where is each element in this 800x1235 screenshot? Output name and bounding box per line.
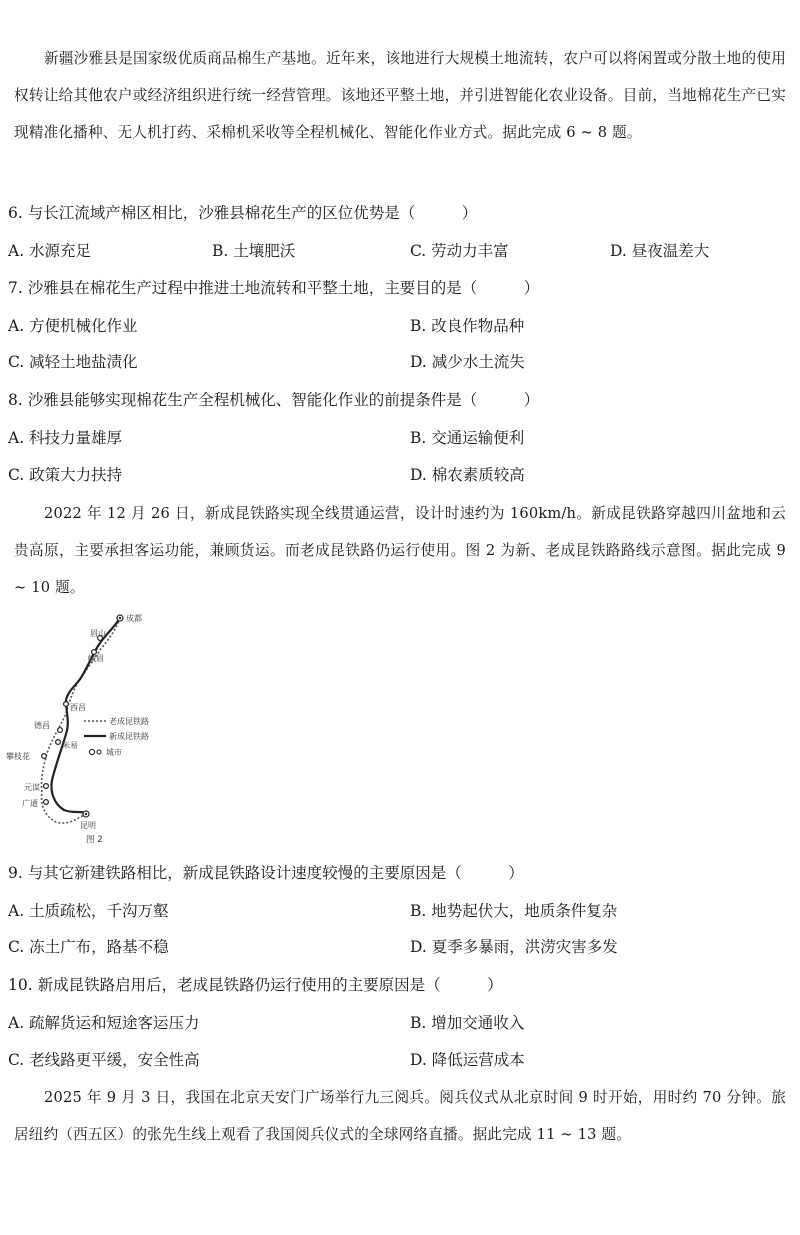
question-9-option-a: A. 土质疏松，千沟万壑 <box>8 902 169 920</box>
figure-caption: 图 2 <box>86 835 103 845</box>
city-label-panzhihua: 攀枝花 <box>6 752 30 761</box>
legend-city-icon <box>89 749 94 754</box>
question-6-option-b: B. 土壤肥沃 <box>212 242 296 260</box>
question-8-option-b: B. 交通运输便利 <box>410 429 525 447</box>
question-6-option-a: A. 水源充足 <box>8 242 92 260</box>
city-marker-dechang <box>58 728 63 733</box>
passage-railway: 2022 年 12 月 26 日，新成昆铁路实现全线贯通运营，设计时速约为 160km/h。新成昆铁路穿越四川盆地和云贵高原，主要承担客运功能，兼顾货运。而老成昆铁路仍运行使用。图 2 为新、老成昆铁路路线示意图。据此完成 9 ~ 10 题。 <box>14 505 786 596</box>
city-marker-guangtong <box>44 800 49 805</box>
railway-map-figure <box>4 604 204 849</box>
question-7-stem: 7. 沙雅县在棉花生产过程中推进土地流转和平整土地，主要目的是（ ） <box>8 279 540 297</box>
city-label-dechang: 德昌 <box>34 721 50 730</box>
legend-old-label: 老成昆铁路 <box>109 717 149 726</box>
city-label-kunming: 昆明 <box>80 821 96 830</box>
map-legend <box>84 716 149 757</box>
city-marker-yuanmou <box>44 784 49 789</box>
question-7-option-d: D. 减少水土流失 <box>410 353 525 371</box>
question-7-option-b: B. 改良作物品种 <box>410 317 525 335</box>
question-9-stem: 9. 与其它新建铁路相比，新成昆铁路设计速度较慢的主要原因是（ ） <box>8 864 524 882</box>
city-label-xichang: 西昌 <box>70 703 86 712</box>
city-label-emei: 峨眉 <box>88 654 104 663</box>
legend-new-label: 新成昆铁路 <box>109 732 149 741</box>
question-9-option-b: B. 地势起伏大，地质条件复杂 <box>410 902 618 920</box>
city-marker-miyi <box>56 740 61 745</box>
city-label-guangtong: 广通 <box>22 799 38 808</box>
question-10-option-c: C. 老线路更平缓，安全性高 <box>8 1051 200 1069</box>
question-10-option-b: B. 增加交通收入 <box>410 1014 525 1032</box>
new-railway-line <box>52 618 121 814</box>
question-7-option-a: A. 方便机械化作业 <box>8 317 138 335</box>
question-9-option-c: C. 冻土广布，路基不稳 <box>8 938 169 956</box>
question-6-option-d: D. 昼夜温差大 <box>610 242 710 260</box>
question-8-stem: 8. 沙雅县能够实现棉花生产全程机械化、智能化作业的前提条件是（ ） <box>8 391 540 409</box>
question-6-option-c: C. 劳动力丰富 <box>410 242 509 260</box>
question-10-option-d: D. 降低运营成本 <box>410 1051 525 1069</box>
question-10-option-a: A. 疏解货运和短途客运压力 <box>8 1014 200 1032</box>
question-8-option-a: A. 科技力量雄厚 <box>8 429 123 447</box>
question-8-option-d: D. 棉农素质较高 <box>410 466 525 484</box>
city-marker-panzhihua <box>42 754 47 759</box>
question-10-stem: 10. 新成昆铁路启用后，老成昆铁路仍运行使用的主要原因是（ ） <box>8 976 503 994</box>
question-9-option-d: D. 夏季多暴雨，洪涝灾害多发 <box>410 938 618 956</box>
city-label-yuanmou: 元谋 <box>24 783 40 792</box>
city-label-miyi: 米易 <box>62 741 78 750</box>
passage-parade: 2025 年 9 月 3 日，我国在北京天安门广场举行九三阅兵。阅兵仪式从北京时间 9 时开始，用时约 70 分钟。旅居纽约（西五区）的张先生线上观看了我国阅兵仪式的全球网络直播。据此完成 11 ~ 13 题。 <box>14 1089 786 1143</box>
city-label-chengdu: 成都 <box>126 614 142 623</box>
railway-route-map <box>4 604 204 849</box>
question-6-stem: 6. 与长江流域产棉区相比，沙雅县棉花生产的区位优势是（ ） <box>8 204 478 222</box>
question-8-option-c: C. 政策大力扶持 <box>8 466 123 484</box>
question-7-option-c: C. 减轻土地盐渍化 <box>8 353 138 371</box>
city-marker-xichang <box>64 702 69 707</box>
city-label-meishan: 眉山 <box>90 629 106 638</box>
legend-city-label: 城市 <box>106 748 122 757</box>
passage-cotton: 新疆沙雅县是国家级优质商品棉生产基地。近年来，该地进行大规模土地流转，农户可以将闲置或分散土地的使用权转让给其他农户或经济组织进行统一经营管理。该地还平整土地，并引进智能化农业设备。目前，当地棉花生产已实现精准化播种、无人机打药、采棉机采收等全程机械化、智能化作业方式。据此完成 6 ~ 8 题。 <box>14 50 786 141</box>
